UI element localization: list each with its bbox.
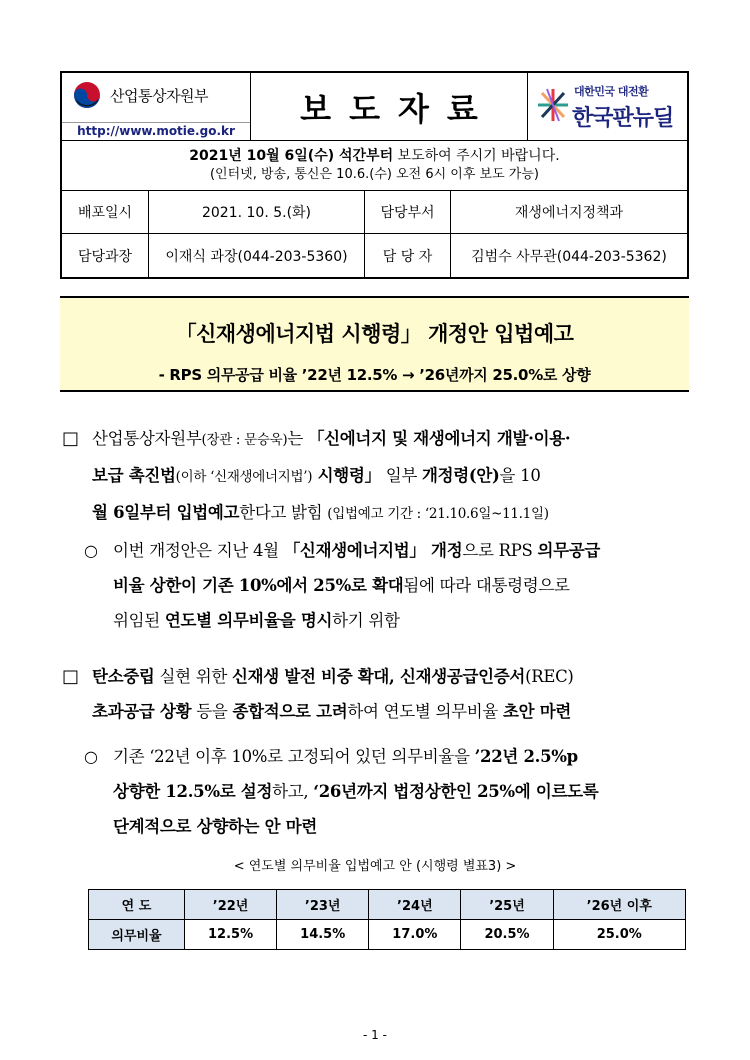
dept-label: 담당부서 <box>365 191 451 233</box>
year-cell: ’22년 <box>185 890 277 920</box>
ratio-cell: 14.5% <box>277 920 369 950</box>
p1-line-2: 보급 촉진법(이하 ‘신재생에너지법’) 시행령」 일부 개정령(안)을 10 <box>92 466 541 485</box>
taegeuk-emblem-icon <box>72 80 102 110</box>
square-bullet-icon: □ <box>62 428 80 449</box>
headline-box <box>60 296 689 392</box>
p1-line-1: 산업통상자원부(장관 : 문승욱)는 「신에너지 및 재생에너지 개발·이용· <box>92 429 571 448</box>
ministry-name: 산업통상자원부 <box>110 86 208 105</box>
doc-title-cell <box>251 73 528 140</box>
table-header-row <box>89 890 686 920</box>
headline-sub: - RPS 의무공급 비율 ’22년 12.5% → ’26년까지 25.0%로 상향 <box>158 366 591 384</box>
circle-bullet-icon: ○ <box>84 747 98 766</box>
p3-line-2: 초과공급 상황 등을 종합적으로 고려하여 연도별 의무비율 초안 마련 <box>92 702 571 721</box>
table-row <box>89 920 686 950</box>
circle-bullet-icon: ○ <box>84 541 98 560</box>
p3-line-1: 탄소중립 실현 위한 신재생 발전 비중 확대, 신재생공급인증서(REC) <box>92 667 574 686</box>
year-cell: ’23년 <box>277 890 369 920</box>
officer-value: 김범수 사무관(044-203-5362) <box>471 248 667 265</box>
ministry-url-link[interactable]: http://www.motie.go.kr <box>62 122 250 140</box>
ratio-cell: 20.5% <box>461 920 553 950</box>
new-deal-logo-cell <box>528 73 687 140</box>
p2-line-3: 위임된 연도별 의무비율을 명시하기 위함 <box>113 611 400 630</box>
year-cell: ’24년 <box>369 890 461 920</box>
brand-name: 한국판뉴딜 <box>572 106 674 131</box>
p2-line-2: 비율 상한이 기존 10%에서 25%로 확대됨에 따라 대통령령으로 <box>113 576 570 595</box>
press-header-table <box>60 71 689 279</box>
embargo-time: 2021년 10월 6일(수) 석간부터 <box>189 148 394 164</box>
header-top-row <box>62 73 687 141</box>
embargo-note: (인터넷, 방송, 통신은 10.6.(수) 오전 6시 이후 보도 가능) <box>209 167 539 182</box>
doc-title: 보도자료 <box>300 89 496 128</box>
paragraph-3 <box>92 659 692 729</box>
release-label: 배포일시 <box>62 191 149 233</box>
ratio-cell: 17.0% <box>369 920 461 950</box>
contact-info-row <box>62 234 687 277</box>
p1-line-3: 월 6일부터 입법예고한다고 밝힘 (입법예고 기간 : ‘21.10.6일~11.1일) <box>92 503 549 522</box>
p4-line-3: 단계적으로 상향하는 안 마련 <box>113 817 318 836</box>
headline-main: 「신재생에너지법 시행령」 개정안 입법예고 <box>175 322 574 346</box>
brand-tagline: 대한민국 대전환 <box>574 85 649 98</box>
chief-value: 이재식 과장(044-203-5360) <box>149 234 365 277</box>
table-header-label: 연 도 <box>89 890 185 920</box>
square-bullet-icon: □ <box>62 666 80 687</box>
year-cell: ’26년 이후 <box>553 890 685 920</box>
release-value: 2021. 10. 5.(화) <box>149 191 365 233</box>
chief-label: 담당과장 <box>62 234 149 277</box>
dept-value: 재생에너지정책과 <box>514 205 624 221</box>
obligation-ratio-table <box>88 889 686 950</box>
paragraph-1 <box>92 421 692 532</box>
p4-line-2: 상향한 12.5%로 설정하고, ‘26년까지 법정상한인 25%에 이르도록 <box>113 782 599 801</box>
p4-line-1: 기존 ‘22년 이후 10%로 고정되어 있던 의무비율을 ’22년 2.5%p <box>113 747 578 766</box>
table-row-label: 의무비율 <box>89 920 185 950</box>
embargo-row <box>62 141 687 191</box>
table-caption: < 연도별 의무비율 입법예고 안 (시행령 별표3) > <box>233 859 517 874</box>
ratio-cell: 25.0% <box>553 920 685 950</box>
paragraph-2 <box>113 533 693 638</box>
officer-label: 담 당 자 <box>365 234 451 277</box>
embargo-rest: 보도하여 주시기 바랍니다. <box>393 148 560 164</box>
new-deal-mark-icon <box>536 87 570 123</box>
embargo-line <box>62 147 687 166</box>
ministry-logo-cell <box>62 73 251 140</box>
paragraph-4 <box>113 739 693 844</box>
ratio-cell: 12.5% <box>185 920 277 950</box>
page-number: - 1 - <box>363 1028 387 1042</box>
year-cell: ’25년 <box>461 890 553 920</box>
p2-line-1: 이번 개정안은 지난 4월 「신재생에너지법」 개정으로 RPS 의무공급 <box>113 541 601 560</box>
release-info-row <box>62 191 687 234</box>
